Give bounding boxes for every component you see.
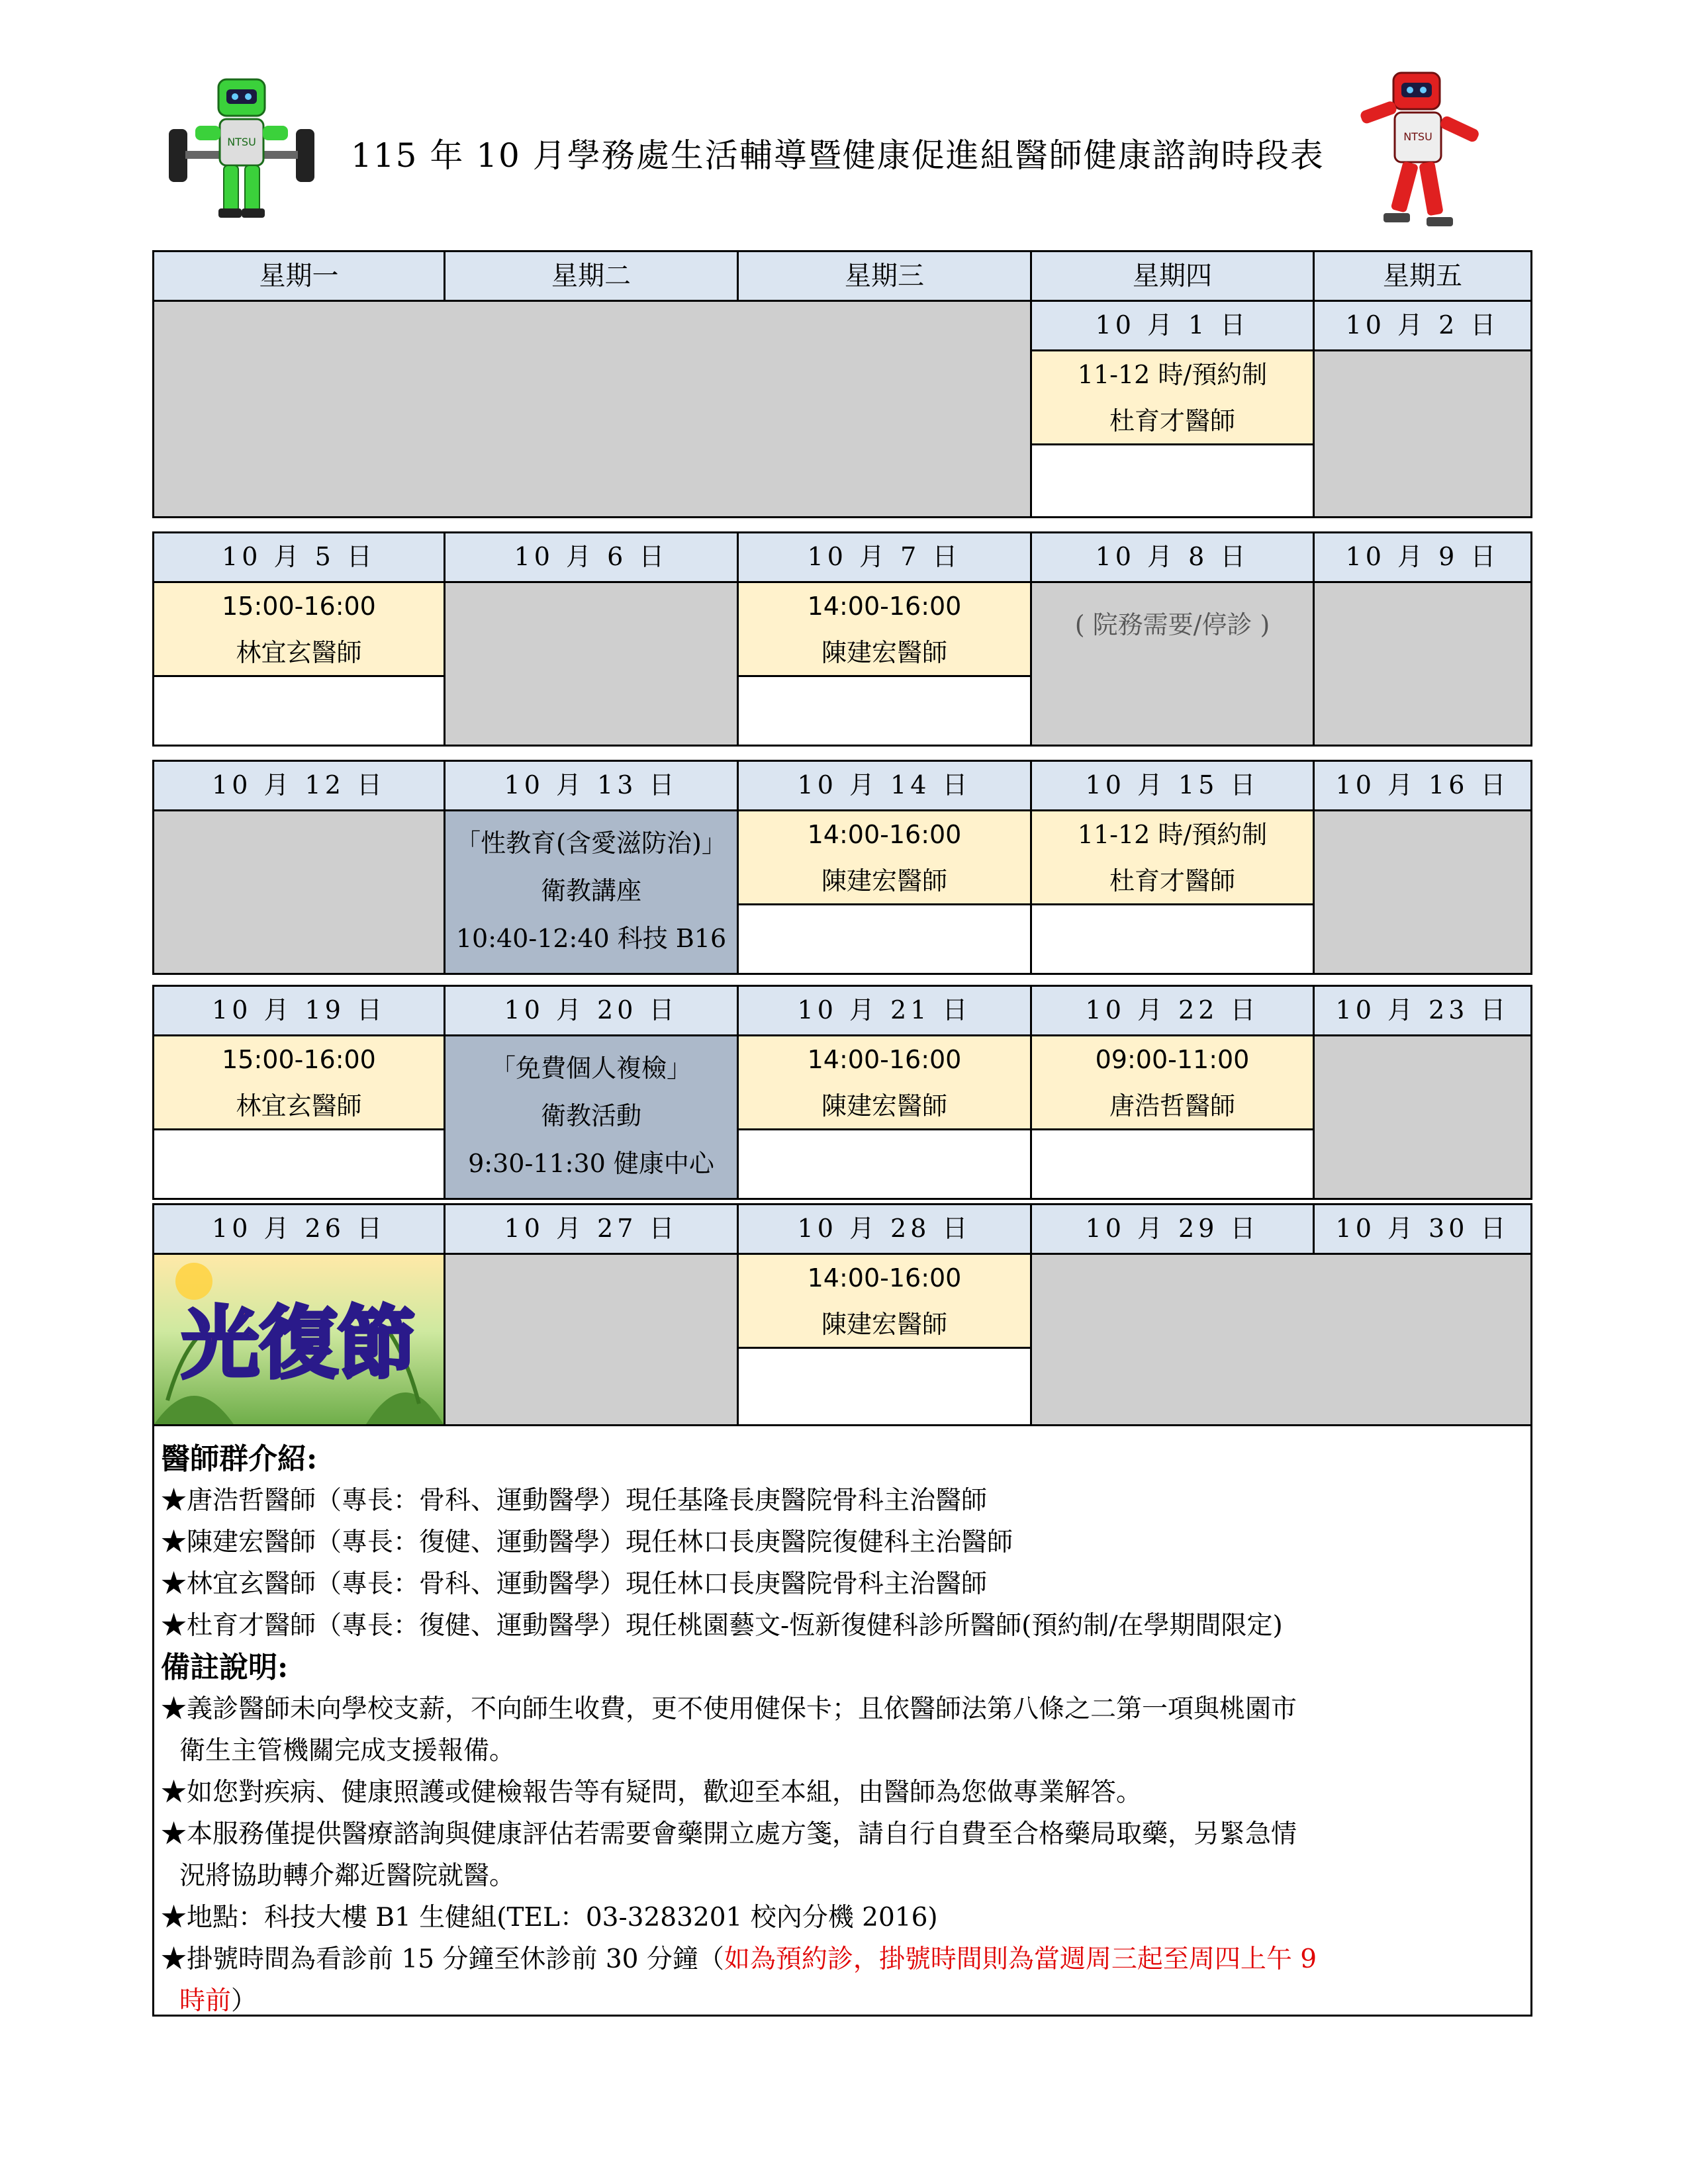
slot-oct1 — [1030, 349, 1315, 445]
event-type: 衛教講座 — [540, 876, 641, 905]
empty-cell — [737, 1128, 1032, 1200]
date-oct30: 10 月 30 日 — [1313, 1203, 1532, 1255]
empty-cell — [737, 675, 1032, 747]
closed-cell-oct12 — [152, 809, 445, 975]
holiday-title: 光復節 — [181, 1298, 416, 1389]
event-time-place: 9:30-11:30 健康中心 — [468, 1149, 714, 1178]
date-oct23: 10 月 23 日 — [1313, 985, 1532, 1036]
date-oct21: 10 月 21 日 — [737, 985, 1032, 1036]
robot-left-label: NTSU — [227, 136, 256, 148]
robot-runner-logo — [1347, 66, 1499, 238]
remark-4: ★地點：科技大樓 B1 生健組(TEL：03-3283201 校內分機 2016) — [161, 1903, 938, 1933]
remark-3: ★本服務僅提供醫療諮詢與健康評估若需要會藥開立處方箋，請自行自費至合格藥局取藥，另緊急情 — [161, 1819, 1297, 1849]
empty-cell — [1030, 903, 1315, 975]
event-type: 衛教活動 — [540, 1101, 641, 1130]
date-oct28: 10 月 28 日 — [737, 1203, 1032, 1255]
date-oct12: 10 月 12 日 — [152, 760, 445, 811]
doctor-intro-3: ★林宜玄醫師（專長：骨科、運動醫學）現任林口長庚醫院骨科主治醫師 — [161, 1569, 988, 1599]
closed-cell-oct9 — [1313, 581, 1532, 747]
retrocession-day-image — [152, 1253, 445, 1426]
slot-doctor: 林宜玄醫師 — [236, 1091, 362, 1120]
slot-doctor: 陳建宏醫師 — [821, 866, 947, 895]
doctors-heading: 醫師群介紹: — [161, 1442, 318, 1476]
date-oct20: 10 月 20 日 — [444, 985, 739, 1036]
slot-doctor: 唐浩哲醫師 — [1109, 1091, 1235, 1120]
schedule-table — [152, 250, 1532, 1428]
slot-oct21 — [737, 1034, 1032, 1130]
suspended-note-oct8: ( 院務需要/停診 ) — [1030, 581, 1315, 747]
empty-cell — [152, 1128, 445, 1200]
remark-3-cont: 況將協助轉介鄰近醫院就醫。 — [179, 1861, 516, 1891]
weekday-tue: 星期二 — [444, 250, 739, 302]
slot-time: 11-12 時/預約制 — [1077, 819, 1268, 849]
slot-oct7 — [737, 581, 1032, 677]
date-oct5: 10 月 5 日 — [152, 531, 445, 583]
date-oct16: 10 月 16 日 — [1313, 760, 1532, 811]
remark-5-red-cont: 時前 — [179, 1986, 232, 2016]
page-title: 115 年 10 月學務處生活輔導暨健康促進組醫師健康諮詢時段表 — [351, 136, 1325, 175]
remark-5-cont — [161, 1980, 1524, 2022]
closed-cell-oct23 — [1313, 1034, 1532, 1200]
slot-doctor: 陳建宏醫師 — [821, 1091, 947, 1120]
event-time-place: 10:40-12:40 科技 B16 — [455, 924, 727, 953]
notes-section — [152, 1426, 1532, 2017]
slot-oct5 — [152, 581, 445, 677]
slot-time: 14:00-16:00 — [807, 1044, 962, 1074]
empty-cell — [152, 675, 445, 747]
event-title: 「免費個人複檢」 — [490, 1054, 692, 1083]
date-oct13: 10 月 13 日 — [444, 760, 739, 811]
remark-5-end: ） — [231, 1986, 258, 2016]
date-oct1: 10 月 1 日 — [1030, 300, 1315, 351]
date-oct9: 10 月 9 日 — [1313, 531, 1532, 583]
remark-1: ★義診醫師未向學校支薪，不向師生收費，更不使用健保卡；且依醫師法第八條之二第一項與桃園市 — [161, 1694, 1297, 1724]
weekday-mon: 星期一 — [152, 250, 445, 302]
slot-time: 14:00-16:00 — [807, 591, 962, 621]
slot-oct28 — [737, 1253, 1032, 1349]
date-oct2: 10 月 2 日 — [1313, 300, 1532, 351]
remark-2: ★如您對疾病、健康照護或健檢報告等有疑問，歡迎至本組，由醫師為您做專業解答。 — [161, 1778, 1143, 1807]
closed-cell-oct2 — [1313, 349, 1532, 518]
weekday-wed: 星期三 — [737, 250, 1032, 302]
slot-doctor: 杜育才醫師 — [1109, 406, 1235, 435]
closed-cell-oct6 — [444, 581, 739, 747]
closed-cell-oct27 — [444, 1253, 739, 1426]
date-oct14: 10 月 14 日 — [737, 760, 1032, 811]
date-oct7: 10 月 7 日 — [737, 531, 1032, 583]
robot-right-label: NTSU — [1403, 130, 1432, 143]
slot-oct15 — [1030, 809, 1315, 905]
doctor-intro-1: ★唐浩哲醫師（專長：骨科、運動醫學）現任基隆長庚醫院骨科主治醫師 — [161, 1486, 988, 1516]
empty-cell — [1030, 1128, 1315, 1200]
empty-cell — [737, 1347, 1032, 1426]
date-oct15: 10 月 15 日 — [1030, 760, 1315, 811]
date-oct19: 10 月 19 日 — [152, 985, 445, 1036]
date-oct6: 10 月 6 日 — [444, 531, 739, 583]
slot-oct14 — [737, 809, 1032, 905]
slot-oct22 — [1030, 1034, 1315, 1130]
empty-cell — [1030, 443, 1315, 518]
empty-cell — [737, 903, 1032, 975]
date-oct29: 10 月 29 日 — [1030, 1203, 1315, 1255]
holiday-illustration — [154, 1255, 444, 1424]
closed-cell-week1-mon-wed — [152, 300, 1032, 518]
doctor-intro-4: ★杜育才醫師（專長：復健、運動醫學）現任桃園藝文-恆新復健科診所醫師(預約制/在學期間限定) — [161, 1611, 1283, 1641]
slot-doctor: 陳建宏醫師 — [821, 1309, 947, 1339]
remark-5-red: 如為預約診，掛號時間則為當週周三起至周四上午 9 — [724, 1944, 1317, 1974]
slot-doctor: 林宜玄醫師 — [236, 637, 362, 667]
weekday-thu: 星期四 — [1030, 250, 1315, 302]
slot-time: 14:00-16:00 — [807, 819, 962, 849]
slot-time: 15:00-16:00 — [222, 1044, 376, 1074]
closed-cell-oct29-30 — [1030, 1253, 1532, 1426]
slot-doctor: 杜育才醫師 — [1109, 866, 1235, 895]
date-oct26: 10 月 26 日 — [152, 1203, 445, 1255]
remark-5 — [161, 1938, 1524, 1980]
remarks-heading: 備註說明: — [161, 1651, 289, 1684]
weekday-fri: 星期五 — [1313, 250, 1532, 302]
event-title: 「性教育(含愛滋防治)」 — [455, 829, 727, 858]
slot-time: 14:00-16:00 — [807, 1263, 962, 1293]
slot-time: 15:00-16:00 — [222, 591, 376, 621]
date-oct27: 10 月 27 日 — [444, 1203, 739, 1255]
doctor-intro-2: ★陳建宏醫師（專長：復健、運動醫學）現任林口長庚醫院復健科主治醫師 — [161, 1527, 1013, 1557]
date-oct22: 10 月 22 日 — [1030, 985, 1315, 1036]
remark-5-text: ★掛號時間為看診前 15 分鐘至休診前 30 分鐘（ — [161, 1944, 724, 1974]
closed-cell-oct16 — [1313, 809, 1532, 975]
remark-1-cont: 衛生主管機關完成支援報備。 — [179, 1736, 516, 1766]
slot-time: 09:00-11:00 — [1095, 1044, 1250, 1074]
date-oct8: 10 月 8 日 — [1030, 531, 1315, 583]
event-oct13 — [444, 809, 739, 975]
robot-weightlifter-logo — [165, 66, 318, 225]
slot-doctor: 陳建宏醫師 — [821, 637, 947, 667]
slot-oct19 — [152, 1034, 445, 1130]
event-oct20 — [444, 1034, 739, 1200]
slot-time: 11-12 時/預約制 — [1077, 359, 1268, 389]
